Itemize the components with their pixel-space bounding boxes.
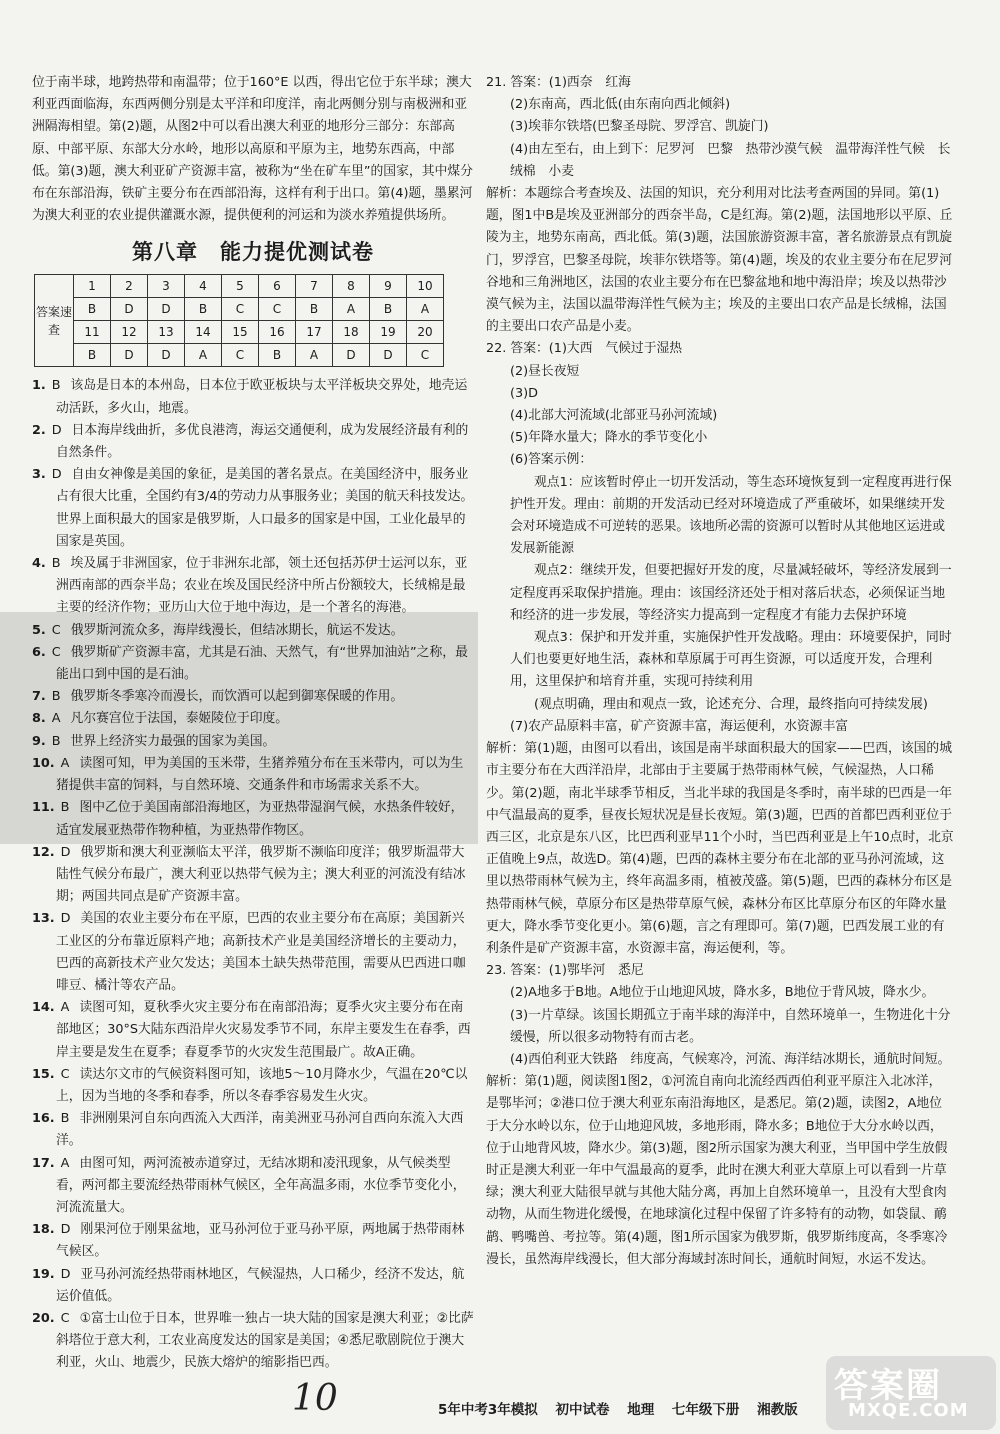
answer-line: (4)西伯利亚大铁路 纬度高，气候寒冷，河流、海洋结冰期长，通航时间短。 — [510, 1051, 951, 1067]
table-cell: D — [111, 344, 148, 367]
answer-explanations — [32, 375, 474, 1374]
intro-paragraph: 位于南半球，地跨热带和南温带；位于160°E 以西，得出它位于东半球；澳大利亚西面临海，东西两侧分别是太平洋和印度洋，南北两侧分别与南极洲和亚洲隔海相望。第(2)题，从图2中可以看出澳大利亚的地形分三部分：东部高原、中部平原、东部大分水岭，地形以高原和平原为主，地势东西高，中部低。第(3)题，澳大利亚矿产资源丰富，被称为“坐在矿车里”的国家，其中煤分布在东部沿海，铁矿主要分布在西部沿海，这样有利于出口。第(4)题，墨累河为澳大利亚的农业提供灌溉水源，提供便利的河运和为淡水养殖提供场所。 — [32, 75, 473, 224]
watermark-url: MXQE.COM — [848, 1400, 969, 1421]
answer-line: (3)一片草绿。该国长期孤立于南半球的海洋中，自然环境单一，生物进化十分缓慢，所以很多动物特有而古老。 — [510, 1007, 951, 1045]
item-answer: C — [60, 1066, 70, 1082]
table-cell: B — [296, 297, 333, 320]
table-cell: 6 — [259, 274, 296, 297]
item-number: 8. — [32, 711, 46, 727]
item-answer: A — [60, 755, 70, 771]
item-number: 5. — [32, 622, 46, 638]
item-number: 15. — [32, 1066, 55, 1082]
table-cell: D — [370, 344, 407, 367]
question-23 — [486, 960, 954, 1271]
answer-item — [32, 1219, 474, 1263]
table-cell: C — [222, 344, 259, 367]
table-cell: C — [259, 297, 296, 320]
table-cell: D — [148, 344, 185, 367]
item-answer: B — [51, 556, 61, 572]
table-cell: 8 — [333, 274, 370, 297]
answer-line: (2)东南高，西北低(由东南向西北倾斜) — [510, 97, 731, 113]
answer-line: 观点1：应该暂时停止一切开发活动，等生态环境恢复到一定程度再进行保护性开发。理由：前期的开发活动已经对环境造成了严重破坏，如果继续开发会对环境造成不可逆转的恶果。该地所必需的资源可以暂时从其他地区运进或发展新能源 — [510, 474, 952, 557]
table-cell: B — [74, 297, 111, 320]
answer-item — [32, 1308, 474, 1375]
table-cell: C — [222, 297, 259, 320]
item-answer: B — [51, 378, 61, 394]
table-cell: B — [259, 344, 296, 367]
item-number: 13. — [32, 911, 55, 927]
question-answer-line: 22. 答案：(1)大西 气候过于湿热 — [486, 341, 683, 357]
item-answer: B — [60, 1111, 70, 1127]
table-cell: 10 — [407, 274, 444, 297]
item-number: 3. — [32, 467, 46, 483]
table-cell: 15 — [222, 321, 259, 344]
item-answer: C — [51, 644, 61, 660]
item-answer: D — [51, 422, 62, 438]
item-number: 6. — [32, 644, 46, 660]
item-answer: D — [60, 1266, 71, 1282]
item-explanation: 读达尔文市的气候资料图可知，该地5～10月降水少，气温在20℃以上，因为当地的冬季和春季，所以冬春季容易发生火灾。 — [56, 1066, 468, 1104]
item-answer: B — [51, 733, 61, 749]
item-answer: B — [51, 689, 61, 705]
table-cell: B — [74, 344, 111, 367]
table-cell: 12 — [111, 321, 148, 344]
answer-item — [32, 420, 474, 464]
table-cell: 17 — [296, 321, 333, 344]
question-answer-line: 23. 答案：(1)鄂毕河 悉尼 — [486, 963, 644, 979]
table-cell: 13 — [148, 321, 185, 344]
table-cell: D — [333, 344, 370, 367]
watermark — [826, 1356, 996, 1430]
watermark-logo: 答案圈 — [834, 1366, 942, 1406]
answer-line: (7)农产品原料丰富，矿产资源丰富，海运便利，水资源丰富 — [510, 718, 849, 734]
table-cell: C — [407, 344, 444, 367]
table-cell: D — [148, 297, 185, 320]
item-explanation: 图中乙位于美国南部沿海地区，为亚热带湿润气候，水热条件较好，适宜发展亚热带作物种植，为亚热带作物区。 — [56, 800, 464, 838]
item-number: 14. — [32, 1000, 55, 1016]
table-cell: 2 — [111, 274, 148, 297]
item-explanation: 该岛是日本的本州岛，日本位于欧亚板块与太平洋板块交界处，地壳运动活跃，多火山，地震。 — [56, 378, 468, 416]
answer-line: 观点2：继续开发，但要把握好开发的度，尽量减轻破坏，等经济发展到一定程度再采取保护措施。理由：该国经济还处于相对落后状态，必须保证当地和经济的进一步发展，等经济实力提高到一定程度才有能力去保护环境 — [510, 563, 952, 623]
answer-table — [34, 274, 444, 368]
answer-line: (3)D — [510, 385, 538, 401]
table-cell: A — [333, 297, 370, 320]
table-cell: A — [296, 344, 333, 367]
item-number: 10. — [32, 755, 55, 771]
item-explanation: 俄罗斯河流众多，海岸线漫长，但结冰期长，航运不发达。 — [70, 622, 404, 638]
table-cell: B — [370, 297, 407, 320]
answer-line: 观点3：保护和开发并重，实施保护性开发战略。理由：环境要保护，同时人们也要更好地生活，森林和草原属于可再生资源，可以适度开发，合理利用，这里保护和培育并重，实现可持续利用 — [510, 630, 952, 690]
table-cell: 4 — [185, 274, 222, 297]
answer-line: (2)A地多于B地。A地位于山地迎风坡，降水多，B地位于背风坡，降水少。 — [510, 985, 935, 1001]
table-cell: 18 — [333, 321, 370, 344]
item-answer: C — [51, 622, 61, 638]
item-explanation: ①富士山位于日本，世界唯一独占一块大陆的国家是澳大利亚；②比萨斜塔位于意大利，工农业高度发达的国家是美国；④悉尼歌剧院位于澳大利亚，火山、地震少，民族大熔炉的缩影指巴西。 — [56, 1310, 474, 1371]
footer-edition: 湘教版 — [757, 1402, 798, 1418]
item-answer: D — [60, 1222, 71, 1238]
item-answer: D — [60, 844, 71, 860]
answer-item — [32, 908, 474, 997]
table-cell: 1 — [74, 274, 111, 297]
item-explanation: 亚马孙河流经热带雨林地区，气候湿热，人口稀少，经济不发达，航运价值低。 — [56, 1266, 465, 1304]
right-column — [486, 72, 954, 1271]
answer-line: (5)年降水量大；降水的季节变化小 — [510, 430, 708, 446]
question-analysis: 解析：第(1)题，阅读图1图2，①河流自南向北流经西西伯利亚平原注入北冰洋，是鄂毕河；②港口位于澳大利亚东南沿海地区，是悉尼。第(2)题，读图2，A地位于大分水岭以东，位于山地迎风坡，多地形雨，降水多；B地位于大分水岭以西，位于山地背风坡，降水少。第(3)题，图2所示国家为澳大利亚，当甲国中学生放假时正是澳大利亚一年中气温最高的夏季，此时在澳大利亚大草原上可以看到一片草绿；澳大利亚大陆很早就与其他大陆分离，再加上自然环境单一，且没有大型食肉动物，从而生物进化缓慢，在地球演化过程中保留了许多特有的动物，如袋鼠、鸸鹋、鸭嘴兽、考拉等。第(4)题，图1所示国家为俄罗斯，俄罗斯纬度高，冬季寒冷漫长，虽然海岸线漫长，但大部分海域封冻时间长，通航时间短，水运不发达。 — [486, 1074, 948, 1267]
answer-line: (6)答案示例： — [510, 452, 593, 468]
table-cell: A — [407, 297, 444, 320]
table-cell: 16 — [259, 321, 296, 344]
handwritten-page-number: 10 — [292, 1378, 338, 1419]
answer-line: (3)埃菲尔铁塔(巴黎圣母院、罗浮宫、凯旋门) — [510, 119, 769, 135]
item-number: 19. — [32, 1266, 55, 1282]
footer-grade: 七年级下册 — [671, 1402, 740, 1418]
item-explanation: 非洲刚果河自东向西流入大西洋，南美洲亚马孙河自西向东流入大西洋。 — [56, 1111, 464, 1149]
answer-item — [32, 1264, 474, 1308]
item-answer: C — [60, 1310, 70, 1326]
table-cell: A — [185, 344, 222, 367]
item-explanation: 俄罗斯和澳大利亚濒临太平洋，俄罗斯不濒临印度洋；俄罗斯温带大陆性气候分布最广，澳大利亚以热带气候为主；澳大利亚的河流没有结冰期；两国共同点是矿产资源丰富。 — [56, 844, 466, 905]
table-cell: 19 — [370, 321, 407, 344]
answer-line: (4)由左至右，由上到下：尼罗河 巴黎 热带沙漠气候 温带海洋性气候 长绒棉 小麦 — [510, 141, 951, 179]
item-answer: A — [60, 1000, 70, 1016]
answer-item — [32, 997, 474, 1064]
item-explanation: 读图可知，夏秋季火灾主要分布在南部沿海；夏季火灾主要分布在南部地区；30°S大陆东西沿岸火灾易发季节不同，东岸主要发生在春季，西岸主要是发生在夏季；春夏季节的火灾发生范围最广。故A正确。 — [56, 1000, 471, 1060]
footer-subject: 地理 — [627, 1402, 655, 1418]
question-21 — [486, 72, 954, 338]
question-answer-line: 21. 答案：(1)西奈 红海 — [486, 75, 631, 90]
item-number: 18. — [32, 1222, 55, 1238]
answer-item — [32, 1153, 474, 1220]
table-cell: 5 — [222, 274, 259, 297]
item-number: 12. — [32, 844, 55, 860]
question-analysis: 解析：第(1)题，由图可以看出，该国是南半球面积最大的国家——巴西，该国的城市主要分布在大西洋沿岸，北部由于主要属于热带雨林气候，气候湿热，人口稀少。第(2)题，南北半球季节相反，当北半球的我国是冬季时，南半球的巴西是一年中气温最高的夏季，昼夜长短状况是昼长夜短。第(3)题，巴西的首都巴西利亚位于西三区，北京是东八区，比巴西利亚早11个小时，当巴西利亚是上午10点时，北京正值晚上9点，故选D。第(4)题，巴西的森林主要分布在北部的亚马孙河流域，这里以热带雨林气候为主，终年高温多雨，植被茂盛。第(5)题，巴西的森林分布区是热带雨林气候，草原分布区是热带草原气候，森林分布区比草原分布区的年降水量更大，降水季节变化更小。第(6)题，言之有理即可。第(7)题，巴西发展工业的有利条件是矿产资源丰富，水资源丰富，海运便利，等。 — [486, 741, 954, 956]
question-22 — [486, 338, 954, 960]
table-cell: 14 — [185, 321, 222, 344]
item-number: 2. — [32, 422, 46, 438]
item-explanation: 埃及属于非洲国家，位于非洲东北部，领土还包括苏伊士运河以东，亚洲西南部的西奈半岛；农业在埃及国民经济中所占份额较大，长绒棉是最主要的经济作物；亚历山大位于地中海边，是一个著名的海港。 — [56, 556, 468, 616]
item-explanation: 日本海岸线曲折，多优良港湾，海运交通便利，成为发展经济最有利的自然条件。 — [56, 422, 469, 461]
item-explanation: 俄罗斯矿产资源丰富，尤其是石油、天然气，有“世界加油站”之称，最能出口到中国的是石油。 — [56, 644, 468, 683]
item-explanation: 凡尔赛宫位于法国，泰姬陵位于印度。 — [70, 711, 289, 727]
item-number: 4. — [32, 556, 46, 572]
answer-item — [32, 1108, 474, 1152]
item-answer: B — [60, 800, 70, 816]
answer-item — [32, 375, 474, 419]
footer-series: 初中试卷 — [555, 1402, 610, 1418]
answer-item — [32, 842, 474, 909]
table-cell: B — [185, 297, 222, 320]
item-number: 9. — [32, 733, 46, 749]
item-explanation: 自由女神像是美国的象征，是美国的著名景点。在美国经济中，服务业占有很大比重，全国约有3/4的劳动力从事服务业；美国的航天科技发达。世界上面积最大的国家是俄罗斯，人口最多的国家是中国，工业化最早的国家是英国。 — [56, 467, 474, 549]
chapter-title: 第八章 能力提优测试卷 — [132, 239, 374, 265]
item-answer: D — [60, 911, 71, 927]
item-explanation: 读图可知，甲为美国的玉米带，生猪养殖分布在玉米带内，可以为生猪提供丰富的饲料，与自然环境、交通条件和市场需求关系不大。 — [56, 755, 464, 794]
table-cell: 11 — [74, 321, 111, 344]
answer-item — [32, 1064, 474, 1108]
table-cell: 9 — [370, 274, 407, 297]
answer-item — [32, 464, 474, 553]
item-number: 16. — [32, 1111, 55, 1127]
question-analysis: 解析：本题综合考查埃及、法国的知识，充分利用对比法考查两国的异同。第(1)题，图1中B是埃及亚洲部分的西奈半岛，C是红海。第(2)题，法国地形以平原、丘陵为主，地势东南高，西北低。第(3)题，法国旅游资源丰富，著名旅游景点有凯旋门，罗浮宫，巴黎圣母院，埃菲尔铁塔等。第(4)题，埃及的农业主要分布在尼罗河谷地和三角洲地区，法国的农业主要分布在巴黎盆地和地中海沿岸；埃及以热带沙漠气候为主，法国以温带海洋性气候为主；埃及的主要出口农产品是长绒棉，法国的主要出口农产品是小麦。 — [486, 186, 953, 335]
item-number: 1. — [32, 378, 46, 394]
table-cell: 20 — [407, 321, 444, 344]
footer — [438, 1398, 811, 1418]
item-number: 17. — [32, 1155, 55, 1171]
answer-table-head: 答案速查 — [35, 274, 74, 367]
item-answer: A — [51, 711, 61, 727]
footer-book: 5年中考3年模拟 — [438, 1402, 538, 1418]
answer-line: (观点明确，理由和观点一致，论述充分、合理，最终指向可持续发展) — [534, 696, 928, 712]
item-explanation: 刚果河位于刚果盆地，亚马孙河位于亚马孙平原，两地属于热带雨林气候区。 — [56, 1222, 465, 1260]
item-explanation: 由图可知，两河流被赤道穿过，无结冰期和凌汛现象，从气候类型看，两河都主要流经热带雨林气候区，全年高温多雨，水位季节变化小，河流流量大。 — [56, 1155, 466, 1215]
item-explanation: 世界上经济实力最强的国家为美国。 — [70, 733, 276, 749]
item-explanation: 俄罗斯冬季寒冷而漫长，而饮酒可以起到御寒保暖的作用。 — [70, 689, 404, 705]
item-number: 20. — [32, 1310, 55, 1326]
answer-line: (4)北部大河流域(北部亚马孙河流域) — [510, 408, 718, 424]
table-cell: 3 — [148, 274, 185, 297]
table-cell: 7 — [296, 274, 333, 297]
answer-item — [32, 553, 474, 620]
item-answer: A — [60, 1155, 70, 1171]
table-cell: D — [111, 297, 148, 320]
item-number: 7. — [32, 689, 46, 705]
item-explanation: 美国的农业主要分布在平原，巴西的农业主要分布在高原；美国新兴工业区的分布靠近原料产地；高新技术产业是美国经济增长的主要动力，巴西的高新技术产业欠发达；美国本土缺失热带范围，需要从巴西进口咖啡豆、橘汁等农产品。 — [56, 911, 466, 993]
item-number: 11. — [32, 800, 55, 816]
answer-line: (2)昼长夜短 — [510, 363, 580, 379]
item-answer: D — [51, 467, 62, 483]
scan-smudge — [0, 612, 478, 844]
